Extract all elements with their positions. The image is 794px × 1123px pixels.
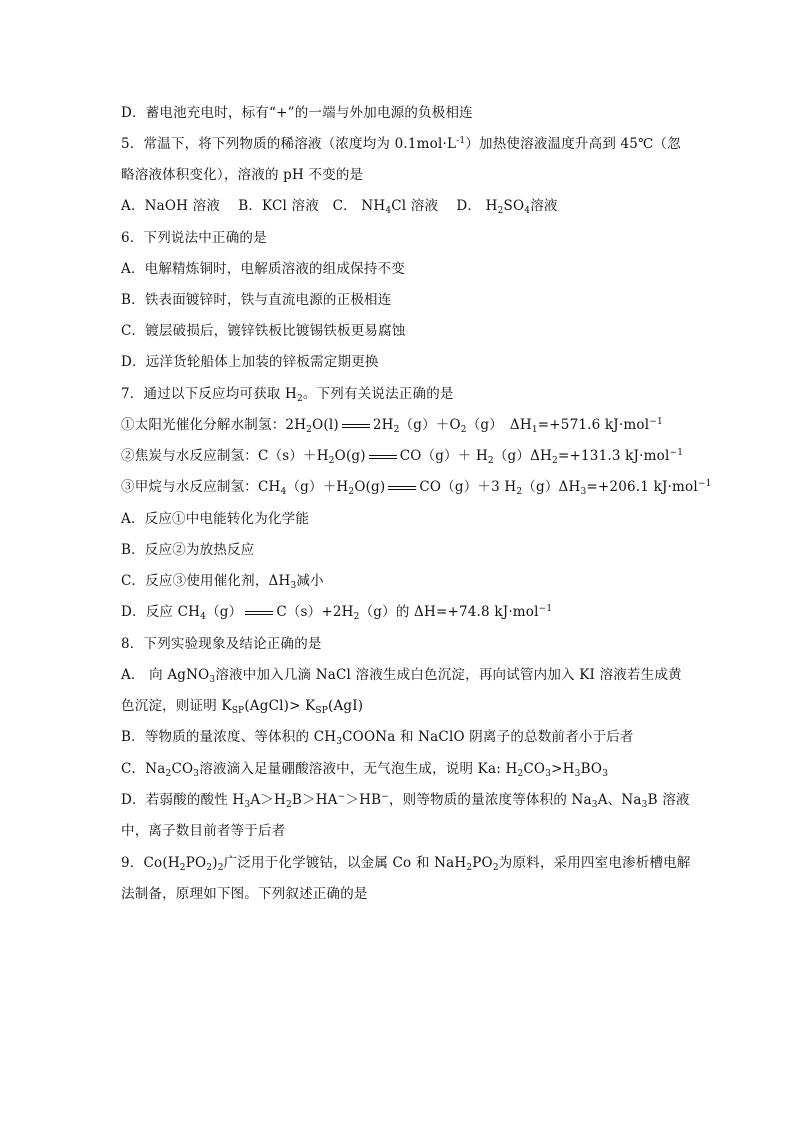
q7-option-d-sup: −1 (538, 604, 553, 614)
q7-r2-sup: −1 (669, 448, 684, 458)
q7-reaction-2 (121, 447, 683, 465)
q5-options (121, 197, 558, 215)
q9-stem-line1 (121, 854, 691, 872)
q8-option-a-text2: 溶液中加入几滴 NaCl 溶液生成白色沉淀，再向试管内加入 KI 溶液若生成黄 (215, 667, 682, 683)
sub-2: 2 (460, 425, 467, 435)
q9-stem-text5: PO (472, 855, 493, 871)
q5-stem-line2 (121, 166, 363, 184)
q8-stem-text: 8．下列实验现象及结论正确的是 (121, 636, 322, 652)
q8-option-a-text3: 色沉淀，则证明 K (121, 698, 232, 714)
q9-stem-text3: ) (212, 855, 218, 871)
q7-reaction-1 (121, 416, 663, 434)
q5-sub: 4 (524, 206, 531, 216)
equals-arrow-icon (385, 483, 419, 493)
q7-r1-lhs-b: O(l) (312, 417, 339, 433)
q4-option-d (121, 104, 473, 122)
q5-option-text: 溶液 (530, 198, 558, 214)
sub-2: 2 (217, 863, 224, 873)
equals-arrow-icon (242, 608, 276, 618)
q7-r2-rhs: CO（g）＋ H (399, 448, 488, 464)
q5-option-text: SO (503, 198, 525, 214)
q7-r2-rhs-b: （g）ΔH (493, 448, 553, 464)
q6-stem (121, 229, 267, 247)
q5-stem-text2: 略溶液体积变化），溶液的 pH 不变的是 (121, 167, 364, 183)
q5-stem-line1 (121, 135, 681, 153)
q8-option-d-line2 (121, 822, 285, 840)
sub-3: 3 (602, 769, 609, 779)
q6-option-c-text: C．镀层破损后，镀锌铁板比镀锡铁板更易腐蚀 (121, 323, 406, 339)
q8-option-d-text5: ，则等物质的量浓度等体积的 Na (388, 792, 592, 808)
q6-option-a (121, 260, 405, 278)
q7-option-a-text: A．反应①中电能转化为化学能 (121, 511, 310, 527)
q9-stem-text2: PO (185, 855, 207, 871)
q5-stem-text: 5．常温下，将下列物质的稀溶液（浓度均为 0.1mol·L (121, 136, 457, 152)
q8-option-a-line1 (121, 666, 682, 684)
q8-option-c-text5: >H (551, 761, 575, 777)
q7-option-c-text2: 减小 (296, 573, 324, 589)
q8-option-a-text5: (AgI) (328, 698, 364, 714)
q6-option-b (121, 291, 391, 309)
q8-stem (121, 635, 322, 653)
q7-r1-value: =+571.6 kJ·mol (537, 417, 650, 433)
q7-r3-sup: −1 (697, 479, 712, 489)
q8-option-c-text: C．Na (121, 761, 166, 777)
sub-2: 2 (206, 863, 213, 873)
q5-sub: 4 (385, 206, 392, 216)
q7-option-b (121, 541, 254, 559)
q5-sub: 2 (497, 206, 504, 216)
sub-2: 2 (328, 456, 335, 466)
q8-option-b-text2: COONa 和 NaClO 阴离子的总数前者小于后者 (342, 729, 634, 745)
sub-3: 3 (209, 675, 216, 685)
sub-3: 3 (574, 769, 581, 779)
q8-option-a-text4: (AgCl)> K (244, 698, 316, 714)
sub-3: 3 (336, 737, 343, 747)
q8-option-c-text6: BO (580, 761, 603, 777)
sub-3: 3 (244, 800, 251, 810)
q8-option-d-text8: 中，离子数目前者等于后者 (121, 823, 286, 839)
q7-r1-lhs: 2H (285, 417, 307, 433)
q4-option-d-text: D．蓄电池充电时，标有“+”的一端与外加电源的负极相连 (121, 105, 473, 121)
q7-stem (121, 385, 454, 403)
sub-4: 4 (200, 612, 207, 622)
q7-r3-label: ③甲烷与水反应制氢：CH (121, 479, 281, 495)
q7-option-d-text4: （g）的 ΔH=+74.8 kJ·mol (359, 604, 539, 620)
q8-option-b (121, 728, 634, 746)
q6-stem-text: 6．下列说法中正确的是 (121, 230, 267, 246)
q8-option-c (121, 760, 608, 778)
q7-option-c-sub: 3 (290, 581, 297, 591)
sub-2: 2 (179, 863, 186, 873)
q7-r2-sub: 2 (552, 456, 558, 466)
q7-r2-value: =+131.3 kJ·mol (557, 448, 670, 464)
sub-2: 2 (393, 425, 400, 435)
q8-option-d-text: D．若弱酸的酸性 H (121, 792, 245, 808)
q7-option-d (121, 603, 552, 621)
q8-option-d-line1 (121, 791, 690, 809)
q9-stem-text7: 法制备，原理如下图。下列叙述正确的是 (121, 886, 368, 902)
sub-2: 2 (285, 800, 292, 810)
q7-reaction-3 (121, 478, 712, 496)
q7-r1-label: ①太阳光催化分解水制氢： (121, 417, 286, 433)
ksp-sub: SP (315, 706, 328, 716)
sub-2: 2 (516, 487, 523, 497)
sub-2: 2 (165, 769, 172, 779)
q9-stem-text6: 为原料，采用四室电渗析槽电解 (498, 855, 691, 871)
q5-stem-text-cont: ）加热使溶液温度升高到 45℃（忽 (465, 136, 681, 152)
charge-sup: − (337, 792, 346, 802)
q7-r2-lhs-b: O(g) (334, 448, 366, 464)
q7-r3-rhs-b: （g）ΔH (522, 479, 581, 495)
q7-stem-text-cont: 。下列有关说法正确的是 (302, 386, 454, 402)
sub-2: 2 (487, 456, 494, 466)
q9-stem-text: 9．Co(H (121, 855, 180, 871)
sub-2: 2 (492, 863, 499, 873)
q7-option-d-text2: （g） (206, 604, 243, 620)
q5-option-text: Cl 溶液 D． H (391, 198, 498, 214)
q8-option-d-text6: A、Na (597, 792, 642, 808)
q7-r3-sub: 3 (580, 487, 587, 497)
q8-option-b-text: B．等物质的量浓度、等体积的 CH (121, 729, 337, 745)
q7-option-a (121, 510, 309, 528)
q7-option-d-text3: C（s）+2H (276, 604, 354, 620)
q6-option-b-text: B．铁表面镀锌时，铁与直流电源的正极相连 (121, 292, 392, 308)
charge-sup: − (381, 792, 389, 802)
q7-option-c-text: C．反应③使用催化剂，ΔH (121, 573, 291, 589)
q7-r3-rhs: CO（g）＋3 H (419, 479, 517, 495)
equals-arrow-icon (366, 452, 400, 462)
q8-option-d-text4: ＞HB (345, 792, 382, 808)
q5-option-text: A．NaOH 溶液 B．KCl 溶液 C． NH (121, 198, 386, 214)
q7-r3-lhs-b: （g）＋H (286, 479, 349, 495)
sub-2: 2 (306, 425, 313, 435)
q8-option-c-text4: CO (523, 761, 546, 777)
sub-2: 2 (517, 769, 524, 779)
q8-option-a-text: A． 向 AgNO (121, 667, 210, 683)
sub-3: 3 (591, 800, 598, 810)
q7-r3-value: =+206.1 kJ·mol (586, 479, 698, 495)
q7-stem-text: 7．通过以下反应均可获取 H (121, 386, 297, 402)
q7-option-b-text: B．反应②为放热反应 (121, 542, 255, 558)
q9-stem-text4: 广泛用于化学镀钴，以金属 Co 和 NaH (223, 855, 467, 871)
sub-2: 2 (353, 612, 360, 622)
q7-r1-sup: −1 (649, 417, 663, 427)
q9-stem-line2 (121, 885, 368, 903)
sub-2: 2 (348, 487, 355, 497)
q7-r1-rhs-c: （g） ΔH (466, 417, 532, 433)
q7-r3-lhs-c: O(g) (354, 479, 386, 495)
q7-sub: 2 (296, 394, 303, 404)
q8-option-d-text2: A＞H (250, 792, 286, 808)
sub-3: 3 (545, 769, 552, 779)
q6-option-c (121, 322, 406, 340)
q5-unit-sup: -1 (456, 136, 466, 146)
sub-3: 3 (641, 800, 648, 810)
q8-option-c-text2: CO (171, 761, 194, 777)
q6-option-d (121, 353, 379, 371)
q7-r1-rhs: 2H (372, 417, 394, 433)
q8-option-c-text3: 溶液滴入足量硼酸溶液中，无气泡生成，说明 Ka: H (199, 761, 518, 777)
equals-arrow-icon (339, 421, 373, 431)
sub-3: 3 (193, 769, 200, 779)
q6-option-a-text: A．电解精炼铜时，电解质溶液的组成保持不变 (121, 261, 405, 277)
q6-option-d-text: D．远洋货轮船体上加装的锌板需定期更换 (121, 354, 379, 370)
q8-option-a-line2 (121, 697, 363, 715)
q7-r1-rhs-b: （g）＋O (399, 417, 461, 433)
sub-4: 4 (280, 487, 287, 497)
q7-r2-label: ②焦炭与水反应制氢：C（s）＋H (121, 448, 329, 464)
ksp-sub: SP (231, 706, 245, 716)
sub-2: 2 (466, 863, 473, 873)
q8-option-d-text7: B 溶液 (647, 792, 690, 808)
q7-option-c (121, 572, 324, 590)
q8-option-d-text3: B＞HA (291, 792, 338, 808)
q7-r1-sub: 1 (531, 425, 538, 435)
q7-option-d-text: D．反应 CH (121, 604, 201, 620)
